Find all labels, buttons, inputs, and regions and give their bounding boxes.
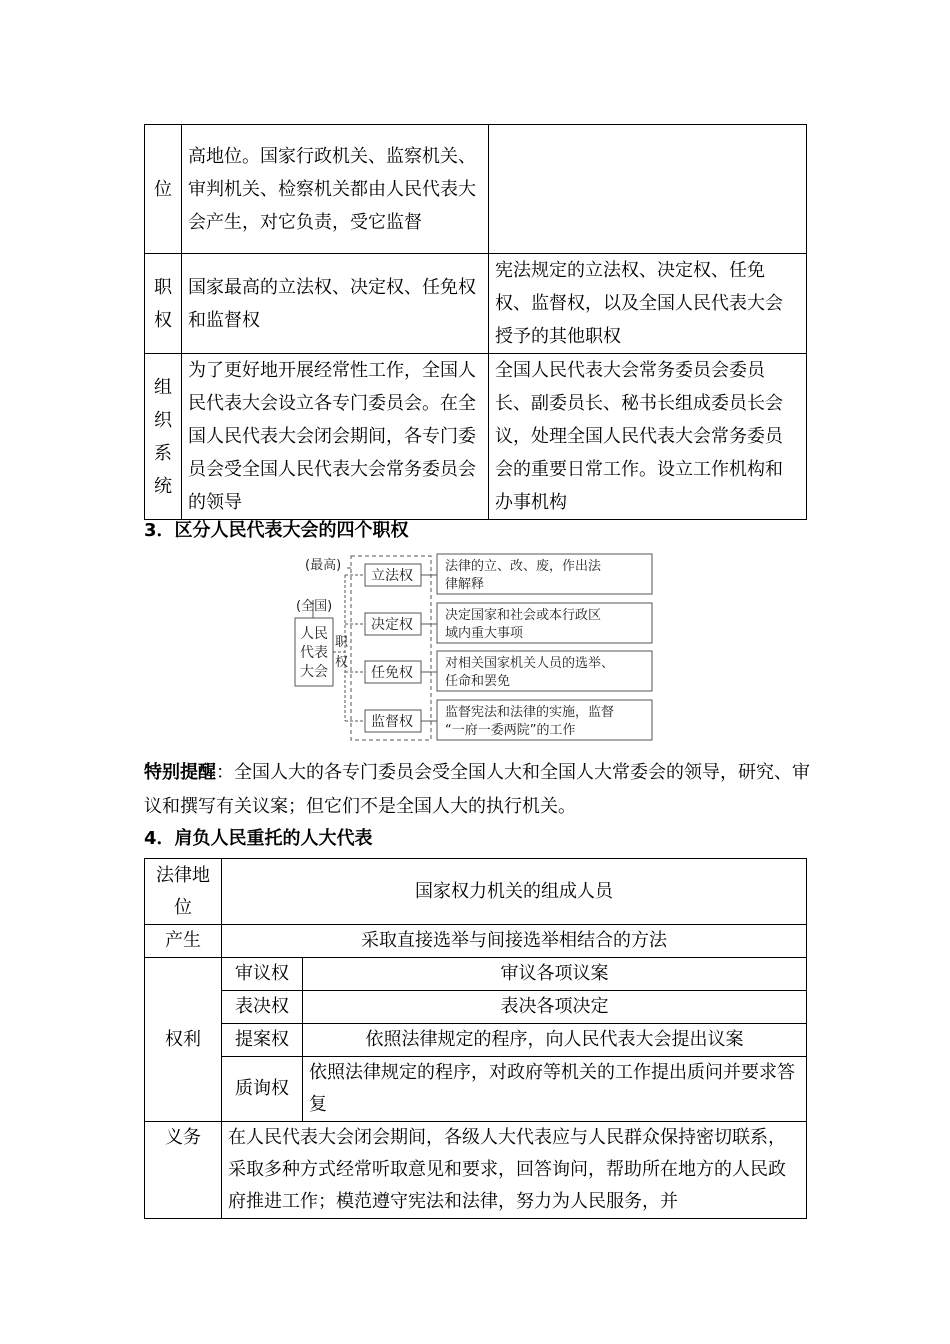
- duty-label: 义务: [145, 1122, 222, 1219]
- power-desc-line: 监督宪法和法律的实施，监督: [445, 705, 615, 720]
- power-name: 决定权: [371, 617, 413, 633]
- right-desc: 依照法律规定的程序，对政府等机关的工作提出质问并要求答复: [303, 1057, 807, 1122]
- section-4-heading: 4．肩负人民重托的人大代表: [144, 828, 373, 849]
- row-label-position: 位: [145, 125, 182, 254]
- power-desc-line: 决定国家和社会或本行政区: [445, 608, 602, 623]
- connector-lines: [421, 575, 437, 721]
- right-name: 审议权: [222, 958, 303, 991]
- top-note: (最高): [305, 558, 342, 573]
- section-3-heading: 3．区分人民代表大会的四个职权: [144, 520, 409, 541]
- table-row: [145, 125, 807, 254]
- npc-organization-cell: 为了更好地开展经常性工作，全国人民代表大会设立各专门委员会。在全国人民代表大会闭会期间，各专门委员会受全国人民代表大会常务委员会的领导: [182, 354, 489, 520]
- table-row: [145, 1122, 807, 1219]
- table-row: [145, 254, 807, 354]
- row-label-powers: 职 权: [145, 254, 182, 354]
- legal-status-value: 国家权力机关的组成人员: [222, 859, 807, 925]
- power-name: 监督权: [371, 714, 413, 730]
- npc-powers-diagram: [285, 550, 665, 745]
- table-row: [145, 991, 807, 1024]
- npc-line-3: 大会: [300, 664, 328, 680]
- power-name: 立法权: [371, 568, 413, 584]
- origin-value: 采取直接选举与间接选举相结合的方法: [222, 925, 807, 958]
- power-desc-line: 任命和罢免: [445, 674, 511, 689]
- power-comparison-table: [144, 124, 807, 520]
- right-name: 质询权: [222, 1057, 303, 1122]
- table-row: [145, 859, 807, 925]
- table-row: [145, 1057, 807, 1122]
- power-desc-line: 法律的立、改、废，作出法: [445, 559, 602, 574]
- npc-line-1: 人民: [300, 626, 328, 642]
- table-row: [145, 925, 807, 958]
- power-desc-line: 域内重大事项: [445, 626, 524, 641]
- power-desc-line: 律解释: [445, 577, 485, 592]
- duty-value: 在人民代表大会闭会期间，各级人大代表应与人民群众保持密切联系，采取多种方式经常听取意见和要求，回答询问，帮助所在地方的人民政府推进工作；模范遵守宪法和法律，努力为人民服务，并: [222, 1122, 807, 1219]
- table-row: [145, 354, 807, 520]
- standing-committee-position-cell: [489, 125, 807, 254]
- power-desc-line: “一府一委两院”的工作: [445, 723, 576, 738]
- legal-status-label: 法律地 位: [145, 859, 222, 925]
- right-desc: 依照法律规定的程序，向人民代表大会提出议案: [303, 1024, 807, 1057]
- origin-label: 产生: [145, 925, 222, 958]
- deputy-table: [144, 858, 807, 1219]
- standing-committee-organization-cell: 全国人民代表大会常务委员会委员长、副委员长、秘书长组成委员长会议，处理全国人民代表大会常务委员会的重要日常工作。设立工作机构和办事机构: [489, 354, 807, 520]
- right-name: 提案权: [222, 1024, 303, 1057]
- right-name: 表决权: [222, 991, 303, 1024]
- standing-committee-powers-cell: 宪法规定的立法权、决定权、任免权、监督权，以及全国人民代表大会授予的其他职权: [489, 254, 807, 354]
- special-reminder: [144, 756, 812, 824]
- power-desc-line: 对相关国家机关人员的选举、: [445, 656, 615, 671]
- country-note: (全国): [296, 599, 333, 614]
- side-label-1: 职: [335, 635, 349, 650]
- power-name: 任免权: [371, 665, 413, 681]
- npc-line-2: 代表: [300, 645, 328, 661]
- row-label-organization: 组 织 系 统: [145, 354, 182, 520]
- npc-powers-cell: 国家最高的立法权、决定权、任免权和监督权: [182, 254, 489, 354]
- right-desc: 审议各项议案: [303, 958, 807, 991]
- table-row: [145, 1024, 807, 1057]
- npc-position-cell: 高地位。国家行政机关、监察机关、审判机关、检察机关都由人民代表大会产生，对它负责，受它监督: [182, 125, 489, 254]
- rights-label: 权利: [145, 958, 222, 1122]
- side-label-2: 权: [335, 655, 349, 670]
- reminder-text: ：全国人大的各专门委员会受全国人大和全国人大常委会的领导，研究、审议和撰写有关议案；但它们不是全国人大的执行机关。: [144, 762, 810, 817]
- table-row: [145, 958, 807, 991]
- right-desc: 表决各项决定: [303, 991, 807, 1024]
- reminder-label: 特别提醒: [144, 762, 216, 783]
